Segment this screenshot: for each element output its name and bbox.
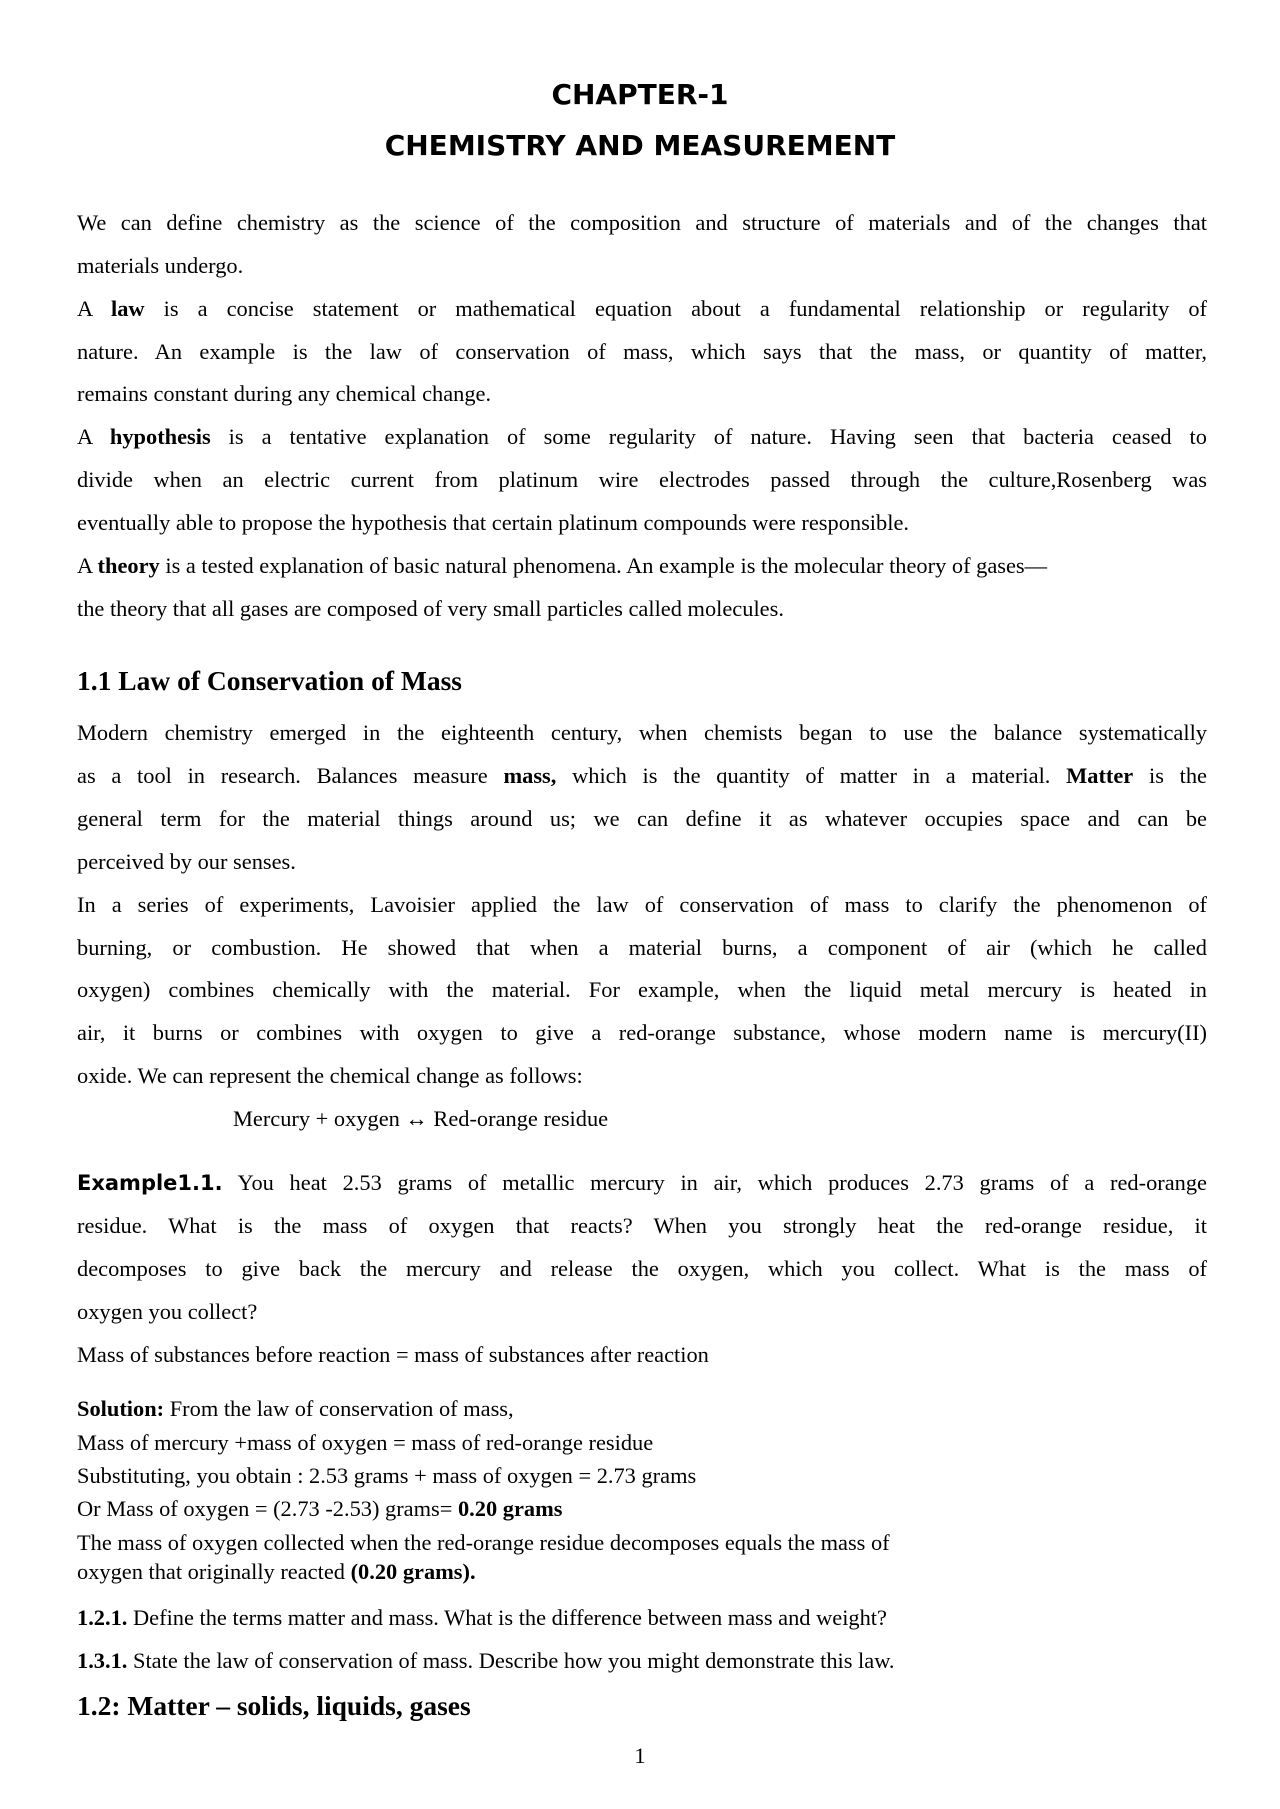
hypothesis-definition-line: eventually able to propose the hypothesis that certain platinum compounds were responsible. xyxy=(77,510,909,535)
solution-line: oxygen that originally reacted (0.20 grams). xyxy=(77,1559,476,1584)
hypothesis-definition-line: A hypothesis is a tentative explanation of some regularity of nature. Having seen that bacteria ceased to xyxy=(77,424,1207,449)
question-number: 1.2.1. xyxy=(77,1605,128,1630)
hypothesis-definition-line: divide when an electric current from platinum wire electrodes passed through the culture,Rosenberg was xyxy=(77,467,1207,492)
section-heading-1-2: 1.2: Matter – solids, liquids, gases xyxy=(77,1690,471,1721)
solution-label: Solution: xyxy=(77,1396,165,1421)
paragraph-line: oxygen) combines chemically with the material. For example, when the liquid metal mercury is heated in xyxy=(77,977,1207,1002)
page-number: 1 xyxy=(634,1743,646,1768)
solution-line: Mass of mercury +mass of oxygen = mass of red-orange residue xyxy=(77,1430,654,1455)
term-hypothesis: hypothesis xyxy=(109,424,211,449)
example-line: oxygen you collect? xyxy=(77,1299,258,1324)
paragraph-line: perceived by our senses. xyxy=(77,849,296,874)
theory-definition-line: the theory that all gases are composed of very small particles called molecules. xyxy=(77,596,784,621)
solution-line: Solution: From the law of conservation of mass, xyxy=(77,1396,514,1421)
law-definition-line: remains constant during any chemical change. xyxy=(77,381,492,406)
term-mass: mass, xyxy=(503,763,557,788)
law-definition-line: nature. An example is the law of conservation of mass, which says that the mass, or quantity of matter, xyxy=(77,339,1207,364)
paragraph-line: burning, or combustion. He showed that when a material burns, a component of air (which he called xyxy=(77,935,1207,960)
example-line: decomposes to give back the mercury and release the oxygen, which you collect. What is the mass of xyxy=(77,1256,1207,1281)
chemical-equation: Mercury + oxygen ↔ Red-orange residue xyxy=(233,1106,609,1131)
solution-line: The mass of oxygen collected when the red-orange residue decomposes equals the mass of xyxy=(77,1530,890,1555)
example-rule: Mass of substances before reaction = mass of substances after reaction xyxy=(77,1342,709,1367)
law-definition-line: A law is a concise statement or mathematical equation about a fundamental relationship or regularity of xyxy=(77,296,1207,321)
solution-answer: 0.20 grams xyxy=(457,1496,563,1521)
paragraph-line: as a tool in research. Balances measure mass, which is the quantity of matter in a material. Matter is the xyxy=(77,763,1207,788)
intro-line: materials undergo. xyxy=(77,253,244,278)
question-item: 1.2.1. Define the terms matter and mass. What is the difference between mass and weight? xyxy=(77,1605,887,1630)
section-heading-1-1: 1.1 Law of Conservation of Mass xyxy=(77,665,462,696)
solution-line: Or Mass of oxygen = (2.73 -2.53) grams= 0.20 grams xyxy=(77,1496,563,1521)
paragraph-line: oxide. We can represent the chemical change as follows: xyxy=(77,1063,583,1088)
question-number: 1.3.1. xyxy=(77,1648,128,1673)
example-label: Example1.1. xyxy=(77,1171,223,1195)
paragraph-line: air, it burns or combines with oxygen to give a red-orange substance, whose modern name is mercury(II) xyxy=(77,1020,1207,1045)
chapter-label: CHAPTER-1 xyxy=(551,78,729,111)
paragraph-line: Modern chemistry emerged in the eighteenth century, when chemists began to use the balance systematically xyxy=(77,720,1207,745)
paragraph-line: general term for the material things around us; we can define it as whatever occupies space and can be xyxy=(77,806,1207,831)
term-matter: Matter xyxy=(1066,763,1134,788)
paragraph-line: In a series of experiments, Lavoisier applied the law of conservation of mass to clarify the phenomenon of xyxy=(77,892,1207,917)
theory-definition-line: A theory is a tested explanation of basic natural phenomena. An example is the molecular theory of gases— xyxy=(77,553,1048,578)
term-law: law xyxy=(110,296,145,321)
chapter-title: CHEMISTRY AND MEASUREMENT xyxy=(384,129,896,162)
solution-answer-final: (0.20 grams). xyxy=(350,1559,476,1584)
example-line: residue. What is the mass of oxygen that reacts? When you strongly heat the red-orange residue, it xyxy=(77,1213,1207,1238)
solution-line: Substituting, you obtain : 2.53 grams + mass of oxygen = 2.73 grams xyxy=(77,1463,697,1488)
term-theory: theory xyxy=(97,553,160,578)
example-line: Example1.1. You heat 2.53 grams of metallic mercury in air, which produces 2.73 grams of a red-orange xyxy=(77,1170,1207,1195)
intro-line: We can define chemistry as the science of the composition and structure of materials and of the changes that xyxy=(77,210,1207,235)
question-item: 1.3.1. State the law of conservation of mass. Describe how you might demonstrate this law. xyxy=(77,1648,895,1673)
